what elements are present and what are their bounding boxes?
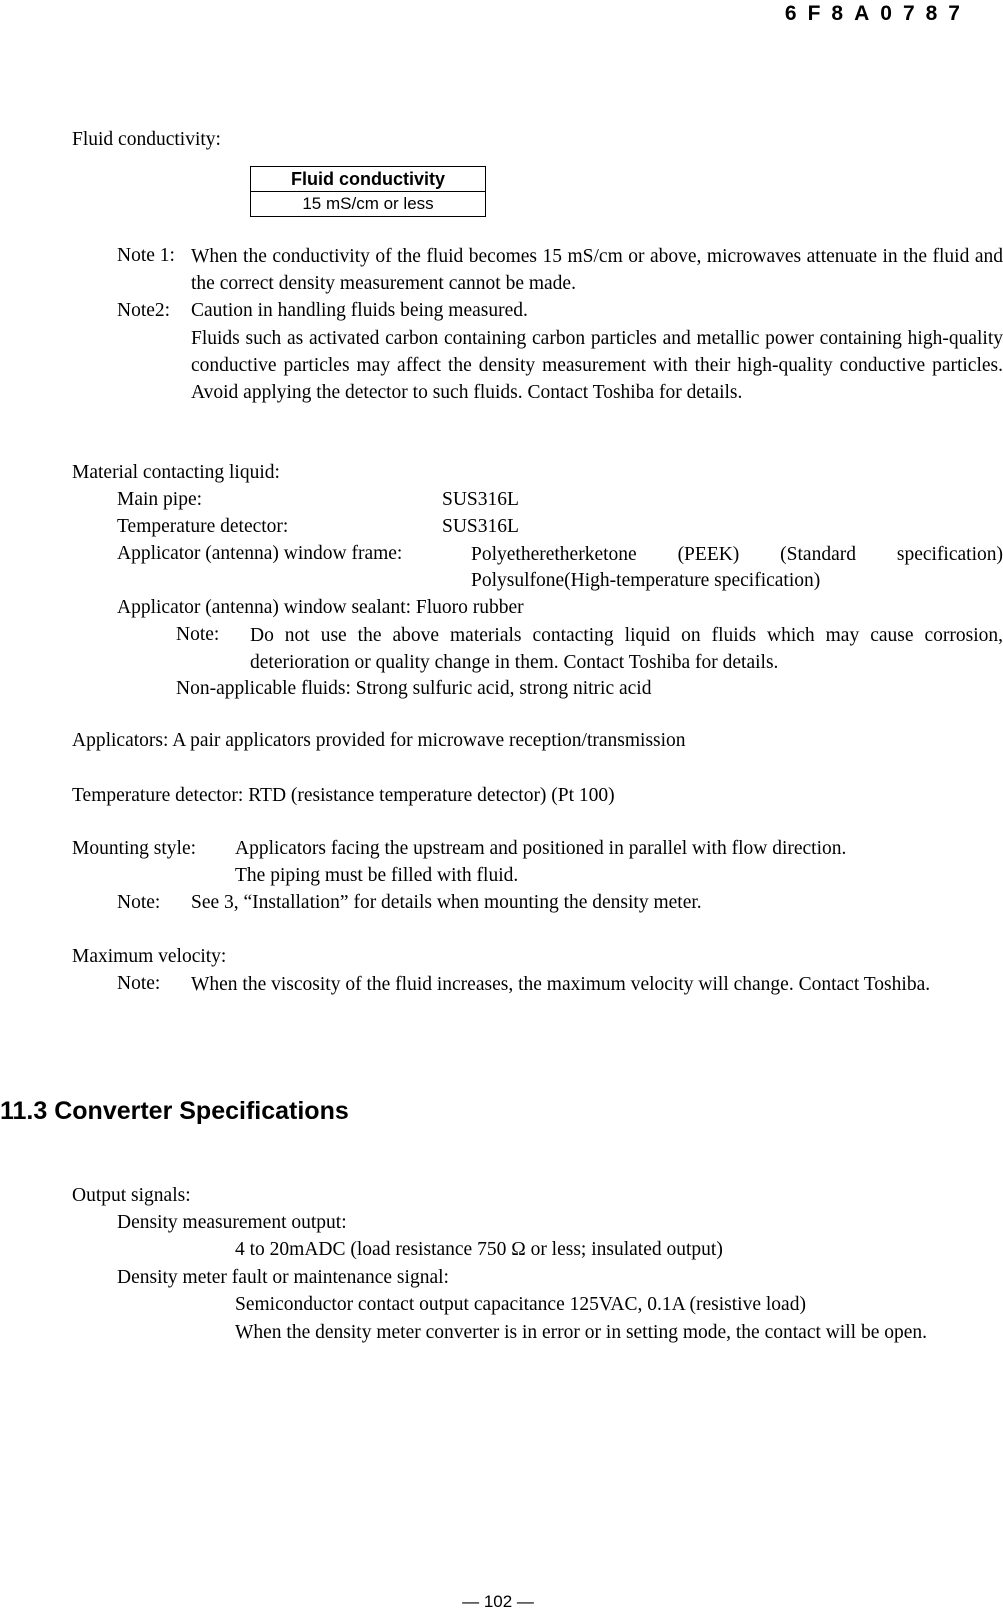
main-pipe-label: Main pipe: [117,489,203,510]
temperature-detector: Temperature detector: RTD (resistance temperature detector) (Pt 100) [72,785,615,806]
conductivity-table [250,166,486,217]
mounting-label: Mounting style: [72,838,197,859]
applicators: Applicators: A pair applicators provided for microwave reception/transmission [72,730,686,751]
temp-detector-material-value: SUS316L [442,516,519,537]
note2-label: Note2: [117,300,171,321]
document-id: 6F8A0787 [784,2,971,25]
max-velocity-note-label: Note: [117,973,161,994]
fault-signal-line1: Semiconductor contact output capacitance 125VAC, 0.1A (resistive load) [235,1294,806,1315]
window-frame-label: Applicator (antenna) window frame: [117,543,403,564]
temp-detector-material-label: Temperature detector: [117,516,289,537]
mounting-note-text: See 3, “Installation” for details when mounting the density meter. [191,892,702,913]
material-note-text: Do not use the above materials contacting liquid on fluids which may cause corrosion, deterioration or quality change in them. Contact Toshiba for details. [250,625,1003,673]
non-applicable-fluids: Non-applicable fluids: Strong sulfuric acid, strong nitric acid [176,678,652,699]
material-note-label: Note: [176,624,220,645]
material-label: Material contacting liquid: [72,462,280,483]
mounting-note-label: Note: [117,892,161,913]
mounting-line1: Applicators facing the upstream and positioned in parallel with flow direction. [235,838,847,859]
mounting-line2: The piping must be filled with fluid. [235,865,519,886]
section-heading: 11.3 Converter Specifications [0,1097,349,1125]
fault-signal-label: Density meter fault or maintenance signal: [117,1267,449,1288]
note1-label: Note 1: [117,245,175,266]
table-header: Fluid conductivity [251,167,486,192]
density-output-label: Density measurement output: [117,1212,347,1233]
window-sealant: Applicator (antenna) window sealant: Fluoro rubber [117,597,524,618]
note2-text: Fluids such as activated carbon containing carbon particles and metallic power containing high-quality conductive particles may affect the density measurement with their high-quality conductive particles. Avoid applying the detector to such fluids. Contact Toshiba for details. [191,328,1003,403]
note2-heading: Caution in handling fluids being measured. [191,300,528,321]
window-frame-value: Polyetheretherketone (PEEK) (Standard specification) [471,544,1003,565]
page-number: — 102 — [462,1592,534,1611]
max-velocity-label: Maximum velocity: [72,946,227,967]
max-velocity-note-text: When the viscosity of the fluid increases, the maximum velocity will change. Contact Toshiba. [191,974,931,995]
fault-signal-line2: When the density meter converter is in error or in setting mode, the contact will be open. [235,1322,928,1343]
window-frame-value-alt: Polysulfone(High-temperature specification) [471,570,821,591]
output-signals-label: Output signals: [72,1185,191,1206]
fluid-conductivity-label: Fluid conductivity: [72,129,221,150]
density-output-value: 4 to 20mADC (load resistance 750 Ω or less; insulated output) [235,1239,723,1260]
main-pipe-value: SUS316L [442,489,519,510]
note1-text: When the conductivity of the fluid becomes 15 mS/cm or above, microwaves attenuate in the fluid and the correct density measurement cannot be made. [191,246,1003,294]
table-cell: 15 mS/cm or less [251,192,486,217]
